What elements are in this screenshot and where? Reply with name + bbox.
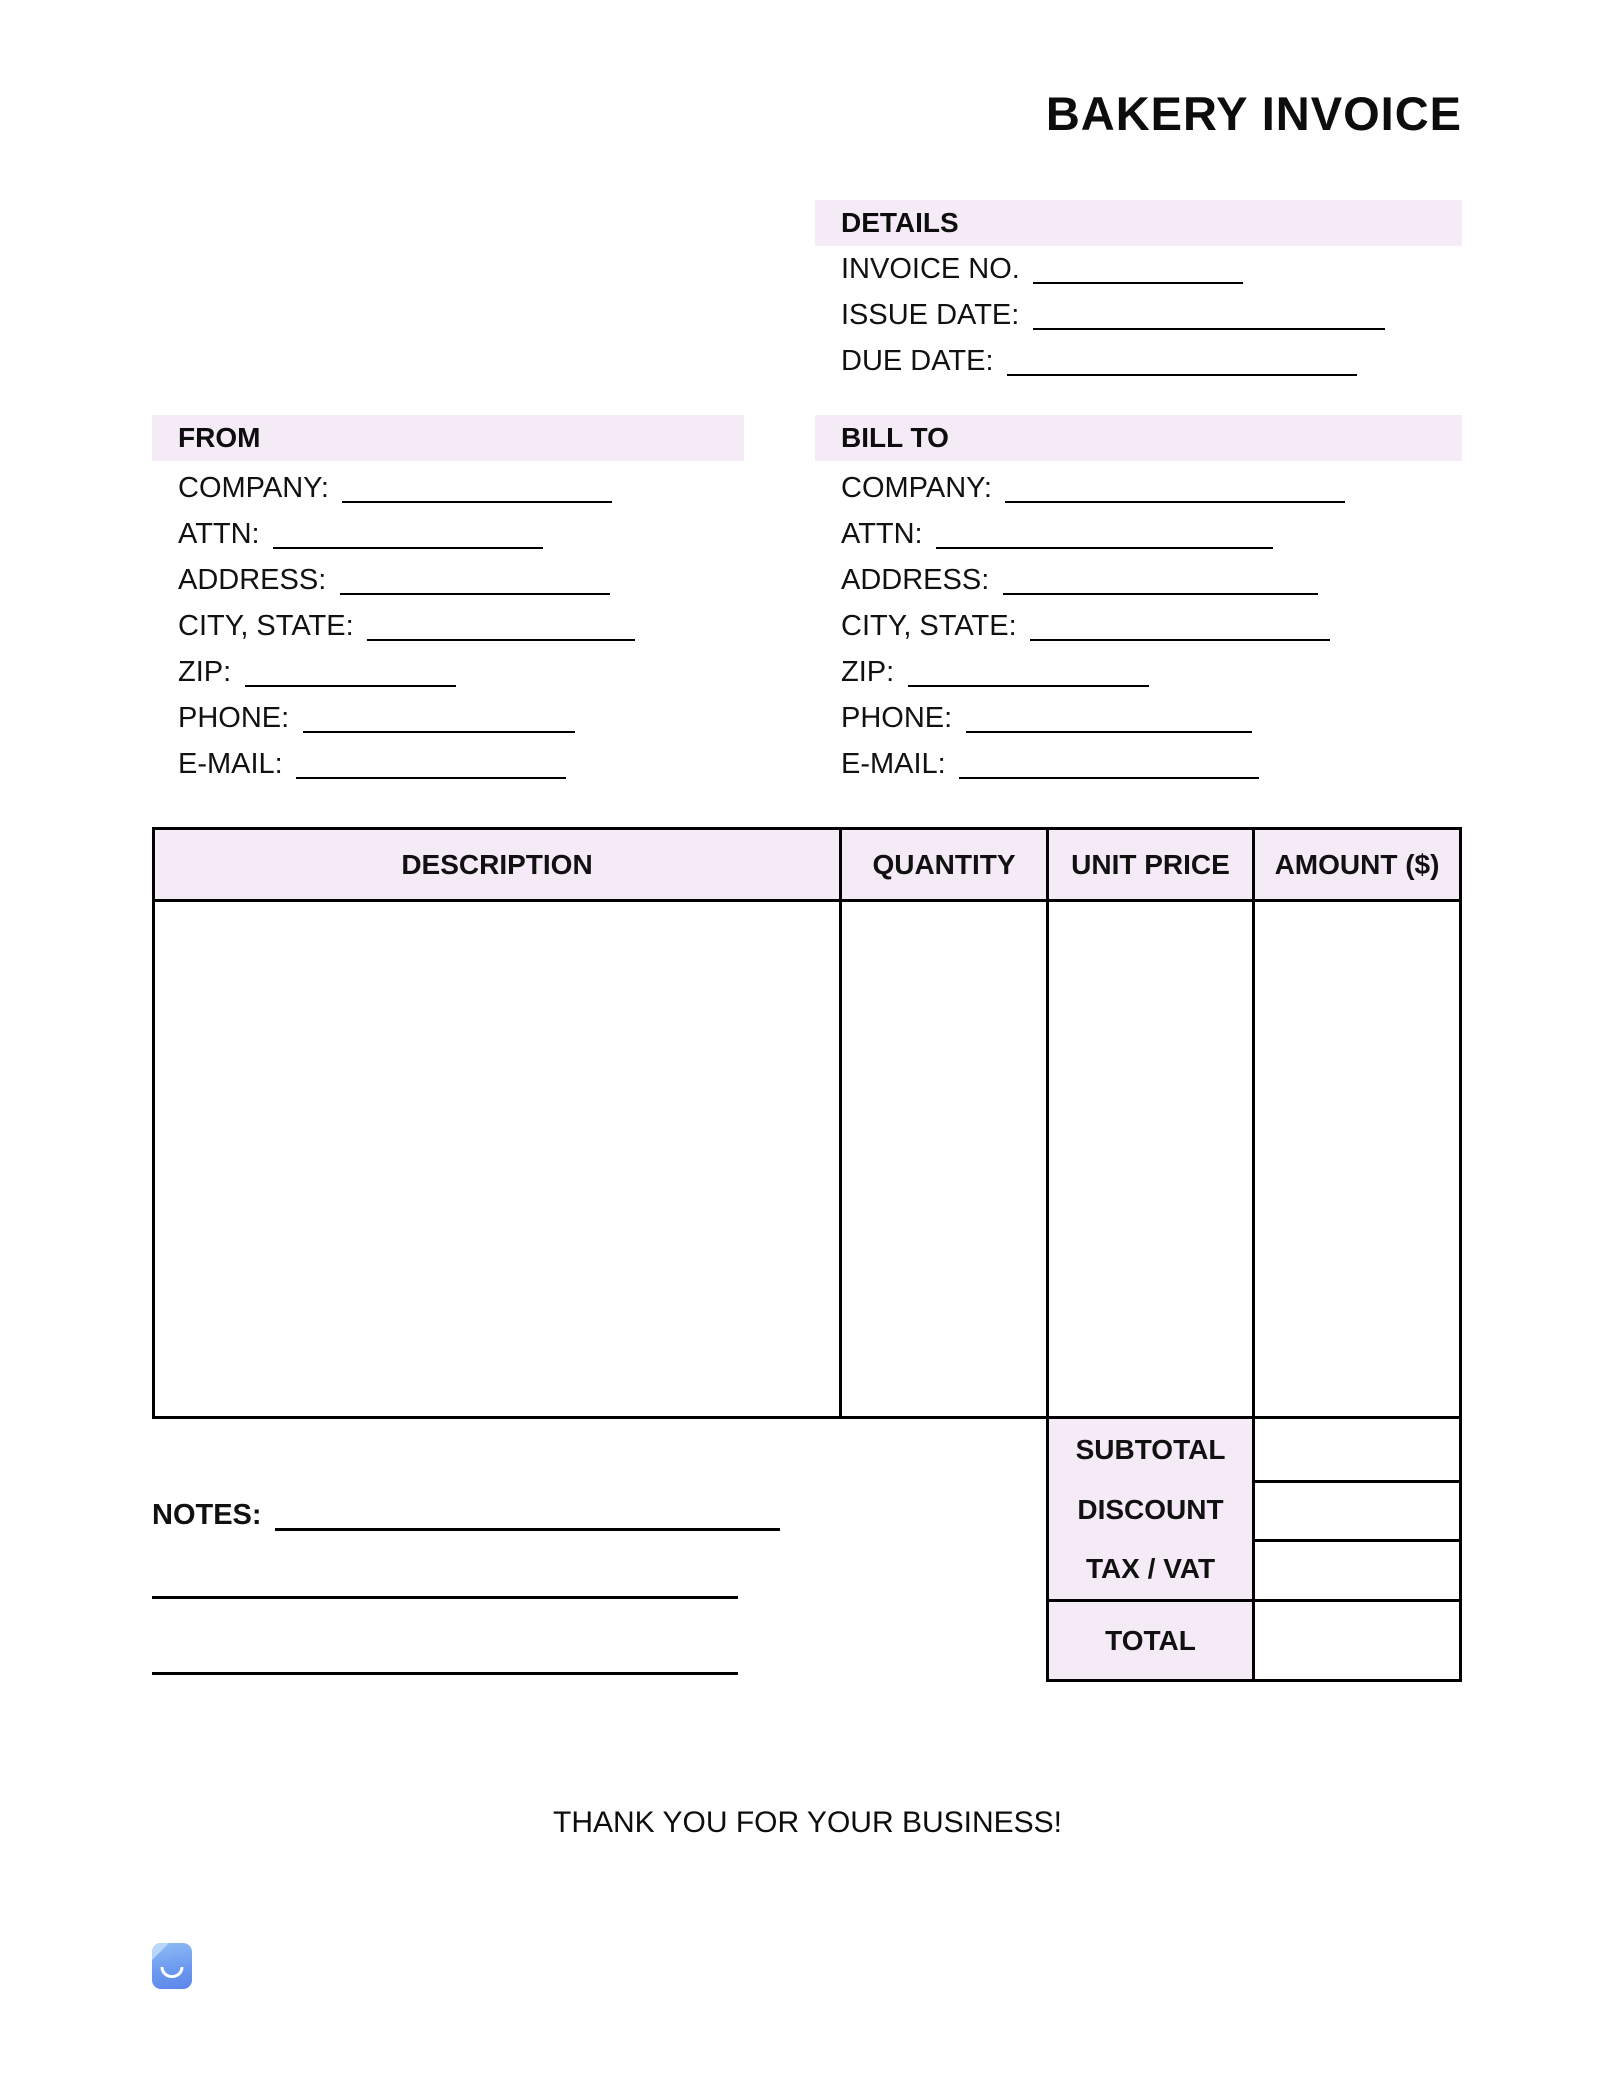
page-title: BAKERY INVOICE bbox=[1045, 87, 1462, 140]
from-zip-row bbox=[152, 649, 744, 695]
column-header-description: DESCRIPTION bbox=[401, 848, 593, 880]
issue-date-input-line[interactable] bbox=[1033, 292, 1385, 330]
quantity-cell[interactable] bbox=[839, 902, 1046, 1416]
from-email-label: E-MAIL: bbox=[178, 748, 283, 780]
subtotal-label: SUBTOTAL bbox=[1049, 1419, 1252, 1480]
logo-smile bbox=[161, 1967, 184, 1978]
column-header-unit-price: UNIT PRICE bbox=[1046, 830, 1252, 899]
from-phone-row bbox=[152, 695, 744, 741]
bill-to-zip-row bbox=[815, 649, 1462, 695]
bill-to-phone-label: PHONE: bbox=[841, 702, 953, 734]
bill-to-address-input-line[interactable] bbox=[1003, 557, 1318, 595]
from-city-state-row bbox=[152, 603, 744, 649]
discount-value-cell[interactable] bbox=[1252, 1480, 1459, 1539]
bill-to-email-row bbox=[815, 741, 1462, 787]
from-city-state-label: CITY, STATE: bbox=[178, 610, 354, 642]
column-header-amount: AMOUNT ($) bbox=[1252, 830, 1459, 899]
from-phone-label: PHONE: bbox=[178, 702, 290, 734]
from-email-row bbox=[152, 741, 744, 787]
bill-to-email-input-line[interactable] bbox=[959, 741, 1259, 779]
from-company-label: COMPANY: bbox=[178, 472, 329, 504]
discount-label: DISCOUNT bbox=[1049, 1480, 1252, 1539]
from-company-row bbox=[152, 465, 744, 511]
issue-date-label: ISSUE DATE: bbox=[841, 299, 1020, 331]
notes-input-line-2[interactable] bbox=[152, 1596, 738, 1599]
from-phone-input-line[interactable] bbox=[303, 695, 575, 733]
due-date-row bbox=[815, 338, 1462, 384]
totals-table bbox=[1046, 1419, 1462, 1682]
bill-to-address-label: ADDRESS: bbox=[841, 564, 990, 596]
from-zip-input-line[interactable] bbox=[245, 649, 456, 687]
bill-to-phone-row bbox=[815, 695, 1462, 741]
issue-date-row bbox=[815, 292, 1462, 338]
thank-you-message: THANK YOU FOR YOUR BUSINESS! bbox=[553, 1806, 1062, 1839]
details-heading: DETAILS bbox=[815, 200, 1462, 246]
bill-to-phone-input-line[interactable] bbox=[966, 695, 1252, 733]
invoice-no-input-line[interactable] bbox=[1033, 246, 1243, 284]
amount-cell[interactable] bbox=[1252, 902, 1459, 1416]
from-heading: FROM bbox=[152, 415, 744, 461]
total-label: TOTAL bbox=[1049, 1599, 1252, 1679]
total-value-cell[interactable] bbox=[1252, 1599, 1459, 1679]
from-attn-row bbox=[152, 511, 744, 557]
bill-to-zip-input-line[interactable] bbox=[908, 649, 1149, 687]
from-attn-input-line[interactable] bbox=[273, 511, 543, 549]
bill-to-city-state-row bbox=[815, 603, 1462, 649]
bill-to-city-state-label: CITY, STATE: bbox=[841, 610, 1017, 642]
bill-to-attn-row bbox=[815, 511, 1462, 557]
invoice-no-row bbox=[815, 246, 1462, 292]
from-address-label: ADDRESS: bbox=[178, 564, 327, 596]
from-email-input-line[interactable] bbox=[296, 741, 566, 779]
from-zip-label: ZIP: bbox=[178, 656, 232, 688]
bill-to-city-state-input-line[interactable] bbox=[1030, 603, 1330, 641]
items-table-header bbox=[155, 830, 1459, 902]
description-cell[interactable] bbox=[155, 902, 839, 1416]
items-table-body bbox=[155, 902, 1459, 1416]
bill-to-zip-label: ZIP: bbox=[841, 656, 895, 688]
tax-vat-label: TAX / VAT bbox=[1049, 1539, 1252, 1599]
logo-fold-corner bbox=[152, 1943, 169, 1960]
from-address-row bbox=[152, 557, 744, 603]
from-address-input-line[interactable] bbox=[340, 557, 610, 595]
from-company-input-line[interactable] bbox=[342, 465, 612, 503]
bill-to-company-input-line[interactable] bbox=[1005, 465, 1345, 503]
bill-to-attn-input-line[interactable] bbox=[936, 511, 1273, 549]
tax-vat-value-cell[interactable] bbox=[1252, 1539, 1459, 1599]
notes-input-line-1[interactable] bbox=[275, 1492, 780, 1531]
invoice-no-label: INVOICE NO. bbox=[841, 253, 1020, 285]
from-attn-label: ATTN: bbox=[178, 518, 260, 550]
due-date-label: DUE DATE: bbox=[841, 345, 994, 377]
column-header-quantity: QUANTITY bbox=[839, 830, 1046, 899]
notes-label: NOTES: bbox=[152, 1499, 262, 1531]
bill-to-section bbox=[815, 415, 1462, 787]
items-table bbox=[152, 827, 1462, 1419]
notes-input-line-3[interactable] bbox=[152, 1672, 738, 1675]
unit-price-cell[interactable] bbox=[1046, 902, 1252, 1416]
bill-to-company-row bbox=[815, 465, 1462, 511]
due-date-input-line[interactable] bbox=[1007, 338, 1357, 376]
bill-to-heading: BILL TO bbox=[815, 415, 1462, 461]
smiling-document-logo-icon bbox=[152, 1943, 192, 1989]
bill-to-email-label: E-MAIL: bbox=[841, 748, 946, 780]
bill-to-company-label: COMPANY: bbox=[841, 472, 992, 504]
from-section bbox=[152, 415, 744, 787]
bill-to-attn-label: ATTN: bbox=[841, 518, 923, 550]
from-city-state-input-line[interactable] bbox=[367, 603, 635, 641]
details-section bbox=[815, 200, 1462, 384]
subtotal-value-cell[interactable] bbox=[1252, 1419, 1459, 1480]
bill-to-address-row bbox=[815, 557, 1462, 603]
notes-row bbox=[152, 1492, 780, 1538]
